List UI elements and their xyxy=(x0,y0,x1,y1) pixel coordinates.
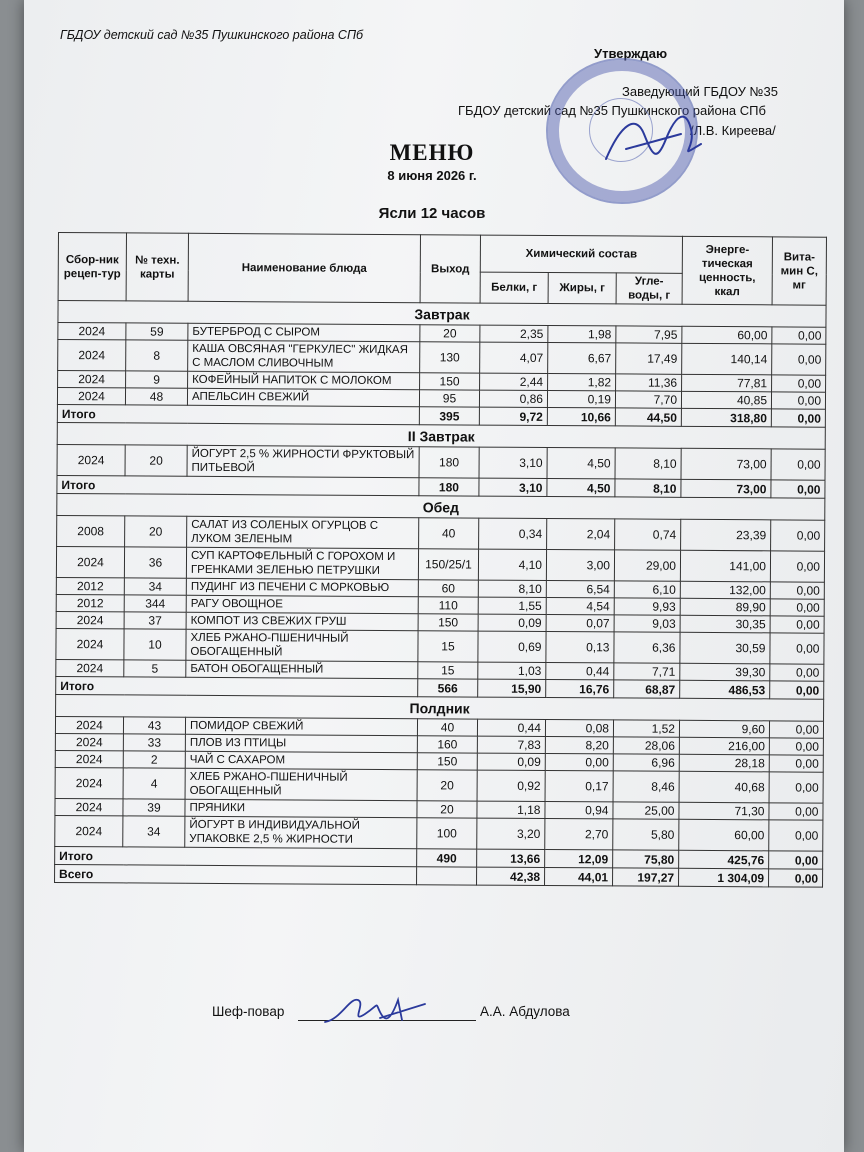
header-carbs: Угле-воды, г xyxy=(616,273,682,304)
tech-card-cell: 9 xyxy=(126,371,188,388)
recipe-book-cell: 2024 xyxy=(55,767,123,798)
fat-cell: 2,70 xyxy=(545,818,613,849)
total-portion: 566 xyxy=(418,679,478,697)
protein-cell: 0,44 xyxy=(477,719,545,736)
fat-cell: 0,00 xyxy=(545,753,613,770)
vitamin-c-cell: 0,00 xyxy=(771,520,825,551)
vitamin-c-cell: 0,00 xyxy=(769,772,823,803)
tech-card-cell: 59 xyxy=(126,323,188,340)
fat-cell: 1,98 xyxy=(548,325,616,342)
portion-cell: 180 xyxy=(419,447,479,478)
energy-cell: 40,68 xyxy=(679,771,769,803)
energy-cell: 30,35 xyxy=(680,615,770,633)
protein-cell: 1,03 xyxy=(478,662,546,679)
dish-name-cell: ПРЯНИКИ xyxy=(185,799,417,817)
vitamin-c-cell: 0,00 xyxy=(771,449,825,480)
protein-cell: 1,18 xyxy=(477,801,545,818)
energy-cell: 141,00 xyxy=(680,550,770,582)
chef-label: Шеф-повар xyxy=(212,1004,285,1019)
header-fat: Жиры, г xyxy=(548,272,616,303)
table-row xyxy=(55,767,823,803)
vitamin-c-cell: 0,00 xyxy=(770,582,824,599)
header-portion: Выход xyxy=(420,235,480,303)
protein-cell: 3,10 xyxy=(479,447,547,478)
portion-cell: 60 xyxy=(418,580,478,597)
recipe-book-cell: 2024 xyxy=(58,323,126,340)
total-energy: 425,76 xyxy=(679,850,769,869)
portion-cell: 15 xyxy=(418,662,478,679)
protein-cell: 4,07 xyxy=(480,342,548,373)
chef-name: А.А. Абдулова xyxy=(480,1004,570,1019)
dish-name-cell: ХЛЕБ РЖАНО-ПШЕНИЧНЫЙ ОБОГАЩЕННЫЙ xyxy=(185,768,417,800)
grand-total-vitamin-c: 0,00 xyxy=(769,869,823,887)
grand-total-energy: 1 304,09 xyxy=(679,868,769,887)
portion-cell: 20 xyxy=(417,801,477,818)
portion-cell: 160 xyxy=(417,736,477,753)
fat-cell: 4,50 xyxy=(547,447,615,478)
recipe-book-cell: 2012 xyxy=(56,594,124,611)
dish-name-cell: ПУДИНГ ИЗ ПЕЧЕНИ С МОРКОВЬЮ xyxy=(186,578,418,596)
protein-cell: 0,92 xyxy=(477,770,545,801)
organization-header: ГБДОУ детский сад №35 Пушкинского района СПб xyxy=(60,28,364,42)
carbs-cell: 28,06 xyxy=(613,737,679,754)
header-dish-name: Наименование блюда xyxy=(188,233,420,302)
header-energy: Энерге-тическая ценность, ккал xyxy=(682,236,772,305)
fat-cell: 0,13 xyxy=(546,631,614,662)
vitamin-c-cell: 0,00 xyxy=(772,327,826,344)
carbs-cell: 1,52 xyxy=(613,720,679,737)
protein-cell: 4,10 xyxy=(478,549,546,580)
tech-card-cell: 2 xyxy=(123,751,185,768)
fat-cell: 6,54 xyxy=(546,580,614,597)
grand-total-label: Всего xyxy=(55,864,417,884)
recipe-book-cell: 2008 xyxy=(57,515,125,546)
tech-card-cell: 8 xyxy=(126,340,188,371)
total-protein: 15,90 xyxy=(478,679,546,697)
dish-name-cell: ЙОГУРТ В ИНДИВИДУАЛЬНОЙ УПАКОВКЕ 2,5 % ЖИРНОСТИ xyxy=(185,816,417,848)
tech-card-cell: 33 xyxy=(123,734,185,751)
protein-cell: 7,83 xyxy=(477,736,545,753)
section-title: Полдник xyxy=(56,694,824,721)
tech-card-cell: 10 xyxy=(124,629,186,660)
tech-card-cell: 20 xyxy=(125,445,187,476)
energy-cell: 60,00 xyxy=(679,819,769,851)
energy-cell: 77,81 xyxy=(682,374,772,392)
total-fat: 10,66 xyxy=(547,407,615,425)
header-recipe-book: Сбор-ник рецеп-тур xyxy=(58,233,126,301)
header-protein: Белки, г xyxy=(480,272,548,303)
tech-card-cell: 34 xyxy=(124,578,186,595)
dish-name-cell: ПЛОВ ИЗ ПТИЦЫ xyxy=(185,734,417,752)
total-portion: 395 xyxy=(419,407,479,425)
recipe-book-cell: 2024 xyxy=(56,628,124,659)
carbs-cell: 9,03 xyxy=(614,615,680,632)
table-row xyxy=(57,444,825,480)
dish-name-cell: КОФЕЙНЫЙ НАПИТОК С МОЛОКОМ xyxy=(188,371,420,389)
dish-name-cell: САЛАТ ИЗ СОЛЕНЫХ ОГУРЦОВ С ЛУКОМ ЗЕЛЕНЫМ xyxy=(187,516,419,548)
energy-cell: 89,90 xyxy=(680,598,770,616)
dish-name-cell: СУП КАРТОФЕЛЬНЫЙ С ГОРОХОМ И ГРЕНКАМИ ЗЕЛЕНЬЮ ПЕТРУШКИ xyxy=(186,547,418,579)
approval-signatory: /Л.В. Киреева/ xyxy=(690,123,776,138)
approval-title: Утверждаю xyxy=(594,46,668,61)
approval-position: Заведующий ГБДОУ №35 xyxy=(622,84,778,99)
vitamin-c-cell: 0,00 xyxy=(769,803,823,820)
energy-cell: 39,30 xyxy=(680,663,770,681)
tech-card-cell: 39 xyxy=(123,799,185,816)
table-row xyxy=(58,340,826,376)
vitamin-c-cell: 0,00 xyxy=(770,616,824,633)
recipe-book-cell: 2024 xyxy=(57,444,125,475)
table-row xyxy=(56,546,824,582)
energy-cell: 132,00 xyxy=(680,581,770,599)
total-carbs: 44,50 xyxy=(615,408,681,426)
dish-name-cell: ЙОГУРТ 2,5 % ЖИРНОСТИ ФРУКТОВЫЙ ПИТЬЕВОЙ xyxy=(187,445,419,477)
total-protein: 3,10 xyxy=(479,478,547,496)
fat-cell: 0,94 xyxy=(545,801,613,818)
vitamin-c-cell: 0,00 xyxy=(770,664,824,681)
recipe-book-cell: 2024 xyxy=(55,798,123,815)
vitamin-c-cell: 0,00 xyxy=(769,721,823,738)
table-row xyxy=(57,515,825,551)
recipe-book-cell: 2024 xyxy=(56,546,124,577)
dish-name-cell: БУТЕРБРОД С СЫРОМ xyxy=(188,323,420,341)
protein-cell: 0,69 xyxy=(478,631,546,662)
carbs-cell: 7,95 xyxy=(616,326,682,343)
fat-cell: 8,20 xyxy=(545,736,613,753)
menu-table xyxy=(54,232,827,888)
section-title: Обед xyxy=(57,493,825,520)
header-tech-card: № техн. карты xyxy=(126,233,188,301)
total-label: Итого xyxy=(55,846,417,866)
protein-cell: 0,09 xyxy=(477,753,545,770)
total-vitamin-c: 0,00 xyxy=(770,681,824,699)
portion-cell: 150 xyxy=(418,614,478,631)
total-vitamin-c: 0,00 xyxy=(771,480,825,498)
fat-cell: 6,67 xyxy=(548,342,616,373)
carbs-cell: 5,80 xyxy=(613,819,679,850)
carbs-cell: 7,71 xyxy=(614,663,680,680)
energy-cell: 9,60 xyxy=(679,720,769,738)
fat-cell: 0,44 xyxy=(546,662,614,679)
grand-total-protein: 42,38 xyxy=(477,867,545,885)
total-protein: 9,72 xyxy=(479,407,547,425)
approval-organization: ГБДОУ детский сад №35 Пушкинского района СПб xyxy=(458,103,766,118)
dish-name-cell: АПЕЛЬСИН СВЕЖИЙ xyxy=(187,388,419,406)
protein-cell: 8,10 xyxy=(478,580,546,597)
header-chemical-composition: Химический состав xyxy=(480,235,682,273)
total-portion: 180 xyxy=(419,478,479,496)
total-fat: 16,76 xyxy=(546,679,614,697)
energy-cell: 30,59 xyxy=(680,632,770,664)
vitamin-c-cell: 0,00 xyxy=(772,375,826,392)
dish-name-cell: РАГУ ОВОЩНОЕ xyxy=(186,595,418,613)
tech-card-cell: 43 xyxy=(123,717,185,734)
recipe-book-cell: 2012 xyxy=(56,577,124,594)
carbs-cell: 6,36 xyxy=(614,632,680,663)
portion-cell: 100 xyxy=(417,818,477,849)
chef-signature-icon xyxy=(320,992,430,1032)
carbs-cell: 25,00 xyxy=(613,802,679,819)
carbs-cell: 11,36 xyxy=(616,374,682,391)
total-vitamin-c: 0,00 xyxy=(771,409,825,427)
portion-cell: 20 xyxy=(417,770,477,801)
header-vitamin-c: Вита-мин С, мг xyxy=(772,237,826,305)
protein-cell: 0,34 xyxy=(479,518,547,549)
fat-cell: 0,17 xyxy=(545,770,613,801)
portion-cell: 150/25/1 xyxy=(418,549,478,580)
portion-cell: 130 xyxy=(420,342,480,373)
protein-cell: 2,44 xyxy=(480,373,548,390)
energy-cell: 40,85 xyxy=(681,391,771,409)
recipe-book-cell: 2024 xyxy=(55,750,123,767)
fat-cell: 4,54 xyxy=(546,597,614,614)
dish-name-cell: ЧАЙ С САХАРОМ xyxy=(185,751,417,769)
fat-cell: 3,00 xyxy=(546,549,614,580)
vitamin-c-cell: 0,00 xyxy=(770,633,824,664)
carbs-cell: 0,74 xyxy=(615,519,681,550)
portion-cell: 40 xyxy=(419,518,479,549)
total-label: Итого xyxy=(56,676,418,696)
total-energy: 486,53 xyxy=(680,680,770,699)
total-label: Итого xyxy=(57,404,419,424)
carbs-cell: 29,00 xyxy=(614,550,680,581)
portion-cell: 150 xyxy=(420,373,480,390)
carbs-cell: 17,49 xyxy=(616,343,682,374)
vitamin-c-cell: 0,00 xyxy=(772,344,826,375)
menu-table-body xyxy=(55,301,827,888)
recipe-book-cell: 2024 xyxy=(56,659,124,676)
fat-cell: 0,19 xyxy=(547,390,615,407)
protein-cell: 3,20 xyxy=(477,818,545,849)
recipe-book-cell: 2024 xyxy=(57,388,125,405)
tech-card-cell: 5 xyxy=(124,660,186,677)
protein-cell: 0,09 xyxy=(478,614,546,631)
total-energy: 73,00 xyxy=(681,479,771,498)
carbs-cell: 6,96 xyxy=(613,754,679,771)
vitamin-c-cell: 0,00 xyxy=(770,551,824,582)
recipe-book-cell: 2024 xyxy=(55,815,123,846)
energy-cell: 73,00 xyxy=(681,448,771,480)
total-fat: 12,09 xyxy=(545,849,613,867)
vitamin-c-cell: 0,00 xyxy=(770,599,824,616)
tech-card-cell: 344 xyxy=(124,595,186,612)
vitamin-c-cell: 0,00 xyxy=(769,738,823,755)
total-label: Итого xyxy=(57,475,419,495)
portion-cell: 150 xyxy=(417,753,477,770)
total-carbs: 75,80 xyxy=(613,850,679,868)
vitamin-c-cell: 0,00 xyxy=(769,755,823,772)
recipe-book-cell: 2024 xyxy=(55,716,123,733)
menu-date: 8 июня 2026 г. xyxy=(387,168,477,183)
dish-name-cell: ПОМИДОР СВЕЖИЙ xyxy=(185,717,417,735)
energy-cell: 23,39 xyxy=(681,519,771,551)
total-fat: 4,50 xyxy=(547,478,615,496)
portion-cell: 40 xyxy=(417,719,477,736)
portion-cell: 20 xyxy=(420,325,480,342)
fat-cell: 0,07 xyxy=(546,614,614,631)
fat-cell: 0,08 xyxy=(545,719,613,736)
portion-cell: 95 xyxy=(419,390,479,407)
protein-cell: 0,86 xyxy=(479,390,547,407)
fat-cell: 2,04 xyxy=(547,518,615,549)
dish-name-cell: БАТОН ОБОГАЩЕННЫЙ xyxy=(186,660,418,678)
tech-card-cell: 4 xyxy=(123,768,185,799)
recipe-book-cell: 2024 xyxy=(55,733,123,750)
vitamin-c-cell: 0,00 xyxy=(771,392,825,409)
section-title: Завтрак xyxy=(58,301,826,328)
dish-name-cell: КАША ОВСЯНАЯ "ГЕРКУЛЕС" ЖИДКАЯ С МАСЛОМ СЛИВОЧНЫМ xyxy=(188,340,420,372)
vitamin-c-cell: 0,00 xyxy=(769,820,823,851)
energy-cell: 140,14 xyxy=(682,343,772,375)
recipe-book-cell: 2024 xyxy=(58,340,126,371)
age-group-title: Ясли 12 часов xyxy=(378,205,486,222)
tech-card-cell: 34 xyxy=(123,816,185,847)
grand-total-fat: 44,01 xyxy=(545,867,613,885)
total-carbs: 8,10 xyxy=(615,479,681,497)
page-title: МЕНЮ xyxy=(389,140,475,165)
energy-cell: 28,18 xyxy=(679,754,769,772)
carbs-cell: 8,46 xyxy=(613,771,679,802)
portion-cell: 15 xyxy=(418,631,478,662)
table-row xyxy=(55,815,823,851)
total-carbs: 68,87 xyxy=(614,680,680,698)
tech-card-cell: 37 xyxy=(124,612,186,629)
total-energy: 318,80 xyxy=(681,408,771,427)
carbs-cell: 6,10 xyxy=(614,581,680,598)
dish-name-cell: КОМПОТ ИЗ СВЕЖИХ ГРУШ xyxy=(186,612,418,630)
tech-card-cell: 48 xyxy=(125,388,187,405)
table-row xyxy=(56,628,824,664)
recipe-book-cell: 2024 xyxy=(58,371,126,388)
energy-cell: 71,30 xyxy=(679,802,769,820)
recipe-book-cell: 2024 xyxy=(56,611,124,628)
carbs-cell: 8,10 xyxy=(615,448,681,479)
total-portion: 490 xyxy=(417,849,477,867)
total-protein: 13,66 xyxy=(477,849,545,867)
carbs-cell: 7,70 xyxy=(615,391,681,408)
portion-cell: 110 xyxy=(418,597,478,614)
tech-card-cell: 20 xyxy=(125,516,187,547)
protein-cell: 2,35 xyxy=(480,325,548,342)
tech-card-cell: 36 xyxy=(124,547,186,578)
dish-name-cell: ХЛЕБ РЖАНО-ПШЕНИЧНЫЙ ОБОГАЩЕННЫЙ xyxy=(186,629,418,661)
section-title: II Завтрак xyxy=(57,422,825,449)
grand-total-portion xyxy=(417,867,477,885)
energy-cell: 216,00 xyxy=(679,737,769,755)
carbs-cell: 9,93 xyxy=(614,598,680,615)
energy-cell: 60,00 xyxy=(682,326,772,344)
protein-cell: 1,55 xyxy=(478,597,546,614)
fat-cell: 1,82 xyxy=(548,373,616,390)
total-vitamin-c: 0,00 xyxy=(769,851,823,869)
grand-total-carbs: 197,27 xyxy=(613,868,679,886)
